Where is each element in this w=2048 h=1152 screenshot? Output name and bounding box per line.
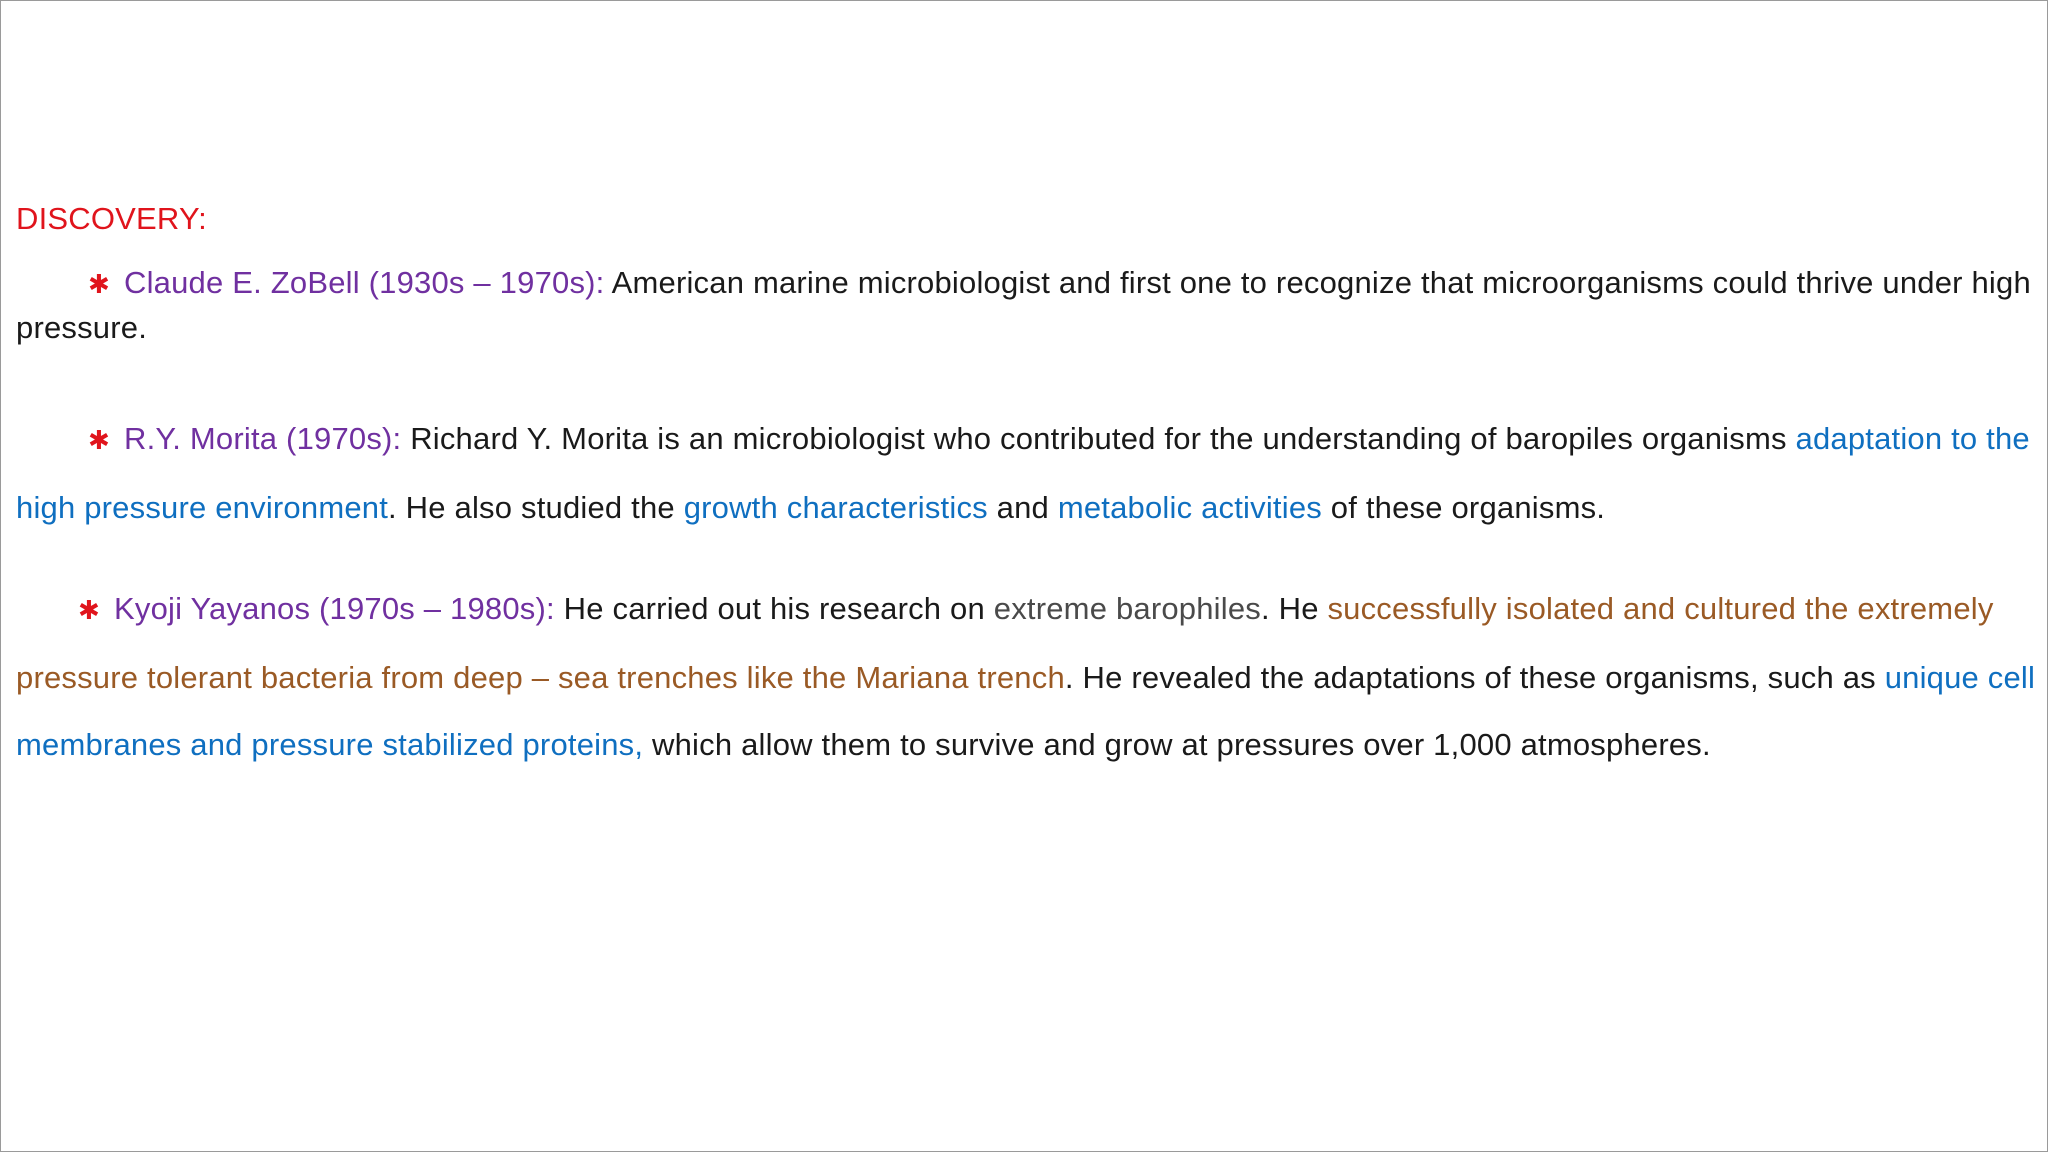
entry-text: . He revealed the adaptations of these organisms, such as (1064, 660, 1885, 695)
entry-morita (16, 405, 2041, 541)
asterisk-bullet-icon: ✱ (88, 425, 110, 455)
entry-text: Richard Y. Morita is an microbiologist who contributed for the understanding of baropiles organisms (401, 421, 1796, 456)
highlight-text: adaptation to the high pressure environment (16, 421, 2030, 525)
scientist-name: Kyoji Yayanos (1970s – 1980s): (114, 591, 555, 626)
entry-text: . He (1261, 591, 1328, 626)
entry-text: American marine microbiologist and first one to recognize that microorganisms could thrive under high pressure. (16, 265, 2031, 345)
highlight-text: unique cell membranes and pressure stabilized proteins, (16, 660, 2036, 762)
slide-content (16, 197, 2041, 778)
entry-text: of these organisms. (1321, 490, 1606, 525)
highlight-text: extreme barophiles (993, 591, 1261, 626)
highlight-text: successfully isolated and cultured the extremely pressure tolerant bacteria from deep – sea trenches like the Mariana trench (16, 591, 1994, 695)
asterisk-bullet-icon: ✱ (88, 269, 110, 299)
scientist-name: R.Y. Morita (1970s): (124, 421, 402, 456)
section-heading: DISCOVERY: (16, 201, 207, 236)
highlight-text: metabolic activities (1057, 490, 1322, 525)
entry-zobell (16, 261, 2041, 349)
asterisk-bullet-icon: ✱ (78, 595, 100, 625)
entry-text: . He also studied the (388, 490, 684, 525)
entry-text: which allow them to survive and grow at pressures over 1,000 atmospheres. (643, 727, 1711, 762)
entry-text: He carried out his research on (554, 591, 994, 626)
highlight-text: growth characteristics (683, 490, 988, 525)
entry-text: and (987, 490, 1058, 525)
entry-yayanos (16, 575, 2041, 778)
scientist-name: Claude E. ZoBell (1930s – 1970s): (124, 265, 605, 300)
